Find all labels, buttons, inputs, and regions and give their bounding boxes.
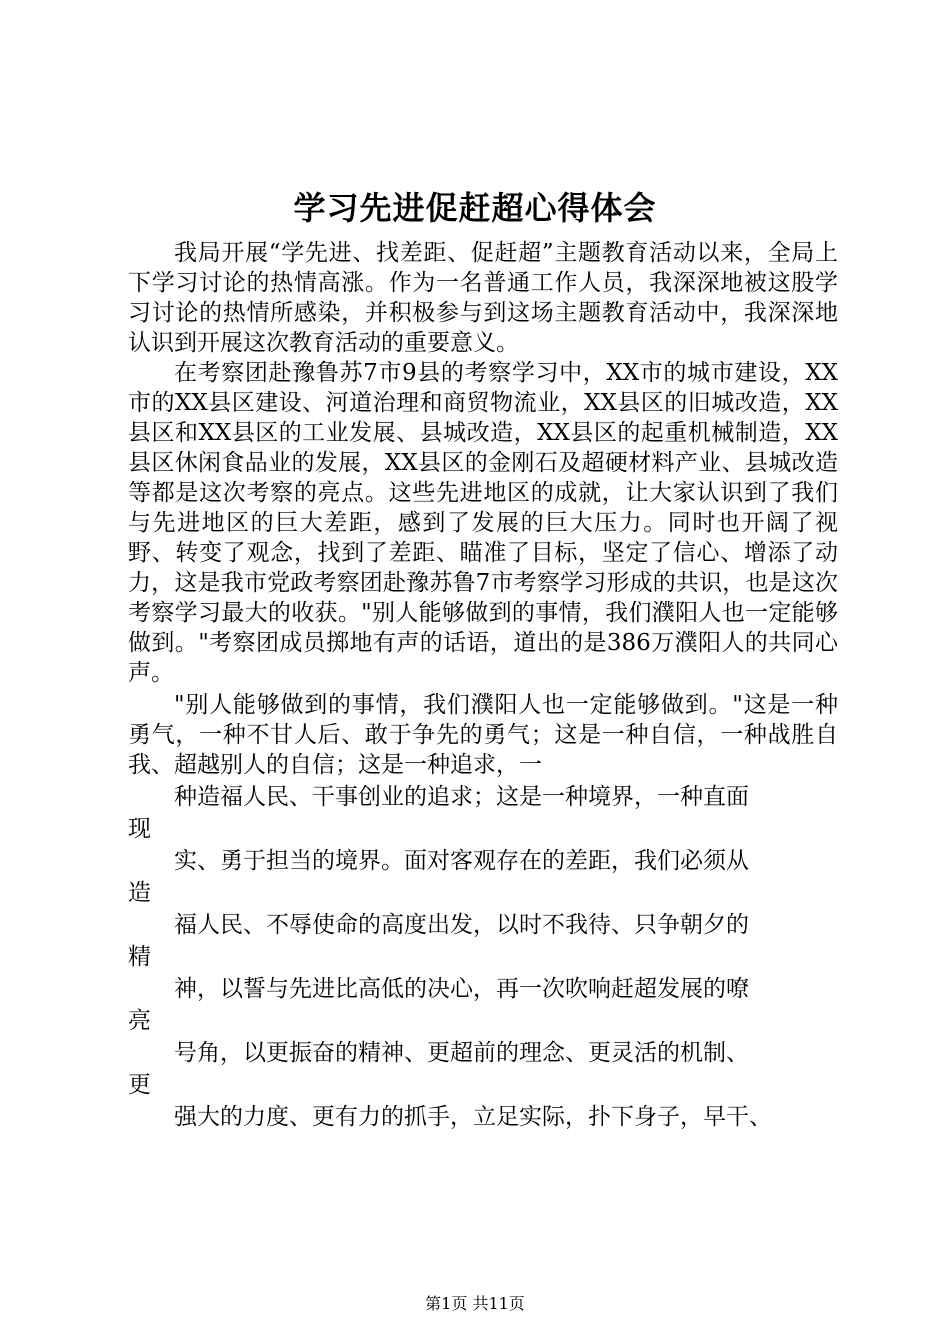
broken-line-1-tail: 现 bbox=[128, 816, 151, 842]
broken-line-5: 号角，以更振奋的精神、更超前的理念、更灵活的机制、 bbox=[174, 1040, 749, 1066]
paragraph-3: "别人能够做到的事情，我们濮阳人也一定能够做到。"这是一种勇气，一种不甘人后、敢于争先的勇气；这是一种自信，一种战胜自我、超越别人的自信；这是一种追求，一 bbox=[128, 692, 838, 778]
paragraph-1: 我局开展“学先进、找差距、促赶超”主题教育活动以来，全局上下学习讨论的热情高涨。作为一名普通工作人员，我深深地被这股学习讨论的热情所感染，并积极参与到这场主题教育活动中，我深深地认识到开展这次教育活动的重要意义。 bbox=[128, 240, 838, 356]
document-title: 学习先进促赶超心得体会 bbox=[293, 189, 657, 227]
broken-line-3: 福人民、不辱使命的高度出发，以时不我待、只争朝夕的 bbox=[174, 912, 749, 938]
broken-line-3-tail: 精 bbox=[128, 944, 151, 970]
page-footer: 第1页 共11页 bbox=[425, 1294, 525, 1313]
paragraph-2: 在考察团赴豫鲁苏7市9县的考察学习中，XX市的城市建设，XX市的XX县区建设、河道治理和商贸物流业，XX县区的旧城改造，XX县区和XX县区的工业发展、县城改造，XX县区的起重机械制造，XX县区休闲食品业的发展，XX县区的金刚石及超硬材料产业、县城改造等都是这次考察的亮点。这些先进地区的成就，让大家认识到了我们与先进地区的巨大差距，感到了发展的巨大压力。同时也开阔了视野、转变了观念，找到了差距、瞄准了目标，坚定了信心、增添了动力，这是我市党政考察团赴豫苏鲁7市考察学习形成的共识，也是这次考察学习最大的收获。"别人能够做到的事情，我们濮阳人也一定能够做到。"考察团成员掷地有声的话语，道出的是386万濮阳人的共同心声。 bbox=[128, 360, 838, 686]
broken-line-6: 强大的力度、更有力的抓手，立足实际，扑下身子，早干、 bbox=[174, 1104, 772, 1130]
broken-line-2: 实、勇于担当的境界。面对客观存在的差距，我们必须从 bbox=[174, 848, 749, 874]
broken-line-4-tail: 亮 bbox=[128, 1008, 151, 1034]
document-body bbox=[128, 238, 838, 1134]
broken-line-5-tail: 更 bbox=[128, 1072, 151, 1098]
broken-line-2-tail: 造 bbox=[128, 880, 151, 906]
broken-line-4: 神，以誓与先进比高低的决心，再一次吹响赶超发展的嘹 bbox=[174, 976, 749, 1002]
broken-line-1: 种造福人民、干事创业的追求；这是一种境界，一种直面 bbox=[174, 784, 749, 810]
